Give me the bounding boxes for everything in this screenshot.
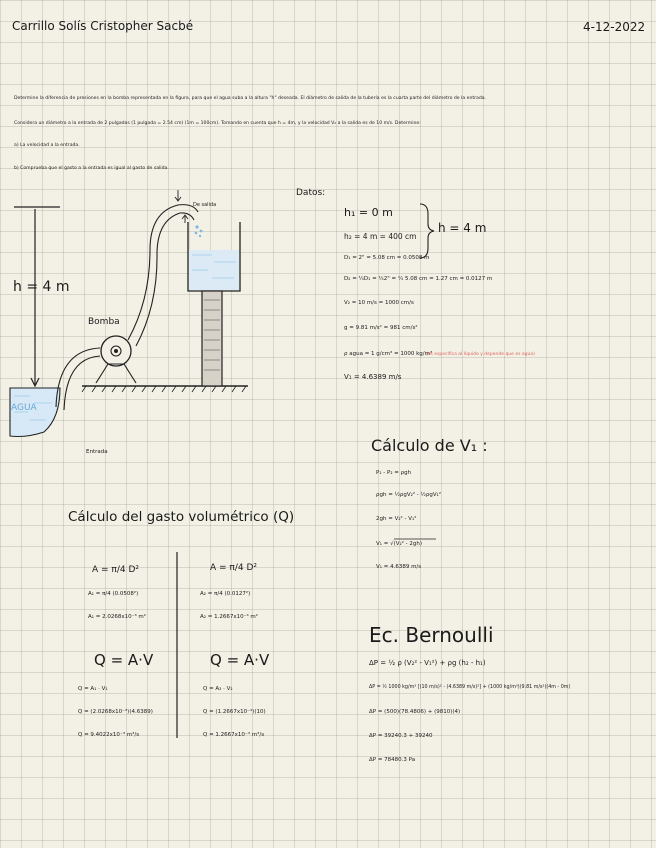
gasto-right-area-sub: A₂ = π/4 (0.0127²) — [200, 591, 251, 597]
exit-label: De salida — [193, 202, 217, 208]
gasto-right-q-1: Q = A₂ · V₂ — [203, 686, 233, 692]
gasto-right-q-formula: Q = A·V — [210, 651, 270, 669]
calc-v1-line-5: V₁ = 4.6389 m/s — [376, 564, 422, 570]
problem-item-a: a) La velocidad a la entrada. — [14, 143, 80, 148]
datos-d1: D₁ = 2" = 5.08 cm = 0.0508 m — [344, 255, 430, 261]
datos-rho-note: (es específica al líquido y depende que es agua) — [426, 352, 535, 357]
problem-line-1: Determine la diferencia de presiones en la bomba representada en la figura, para que el agua suba a la altura "h" deseada. El diámetro de salida de la tubería es la cuarta parte del diámetro de la entrada. — [14, 96, 487, 101]
datos-g: g = 9.81 m/s² = 981 cm/s² — [344, 325, 418, 331]
gasto-right-q-3: Q = 1.2667x10⁻³ m³/s — [203, 732, 265, 738]
gasto-left-q-2: Q = (2.0268x10⁻³)(4.6389) — [78, 709, 153, 715]
gasto-title: Cálculo del gasto volumétrico (Q) — [68, 509, 295, 525]
entry-label: Entrada — [86, 449, 108, 455]
gasto-left-q-1: Q = A₁ · V₁ — [78, 686, 108, 692]
calc-v1-line-4: V₁ = √(V₂² - 2gh) — [376, 541, 422, 547]
bernoulli-line-5: ΔP = 78480.3 Pa — [369, 757, 416, 763]
tank-stand — [202, 291, 222, 386]
datos-rho: ρ agua = 1 g/cm³ = 1000 kg/m³ — [344, 351, 433, 357]
pump-label: Bomba — [88, 317, 120, 327]
bernoulli-line-4: ΔP = 39240.3 + 39240 — [369, 733, 433, 739]
problem-line-2: Considera un diámetro a la entrada de 2 pulgadas (1 pulgada = 2.54 cm) (1m = 100cm). Tomando en cuenta que h = 4m, y la velocidad V₂ a la salida es de 10 m/s. Determine: — [14, 121, 421, 126]
calc-v1-line-2: ρgh = ½ρgV₂² - ½ρgV₁² — [376, 492, 442, 498]
datos-h1: h₁ = 0 m — [344, 206, 393, 219]
gasto-right-area-result: A₂ = 1.2667x10⁻⁴ m² — [200, 614, 258, 620]
gasto-left-area-sub: A₁ = π/4 (0.0508²) — [88, 591, 139, 597]
pump-base — [96, 364, 136, 383]
water-stream — [195, 225, 203, 237]
gasto-left-q-3: Q = 9.4022x10⁻³ m³/s — [78, 732, 140, 738]
gasto-left-area-result: A₁ = 2.0268x10⁻³ m² — [88, 614, 146, 620]
student-name: Carrillo Solís Cristopher Sacbé — [12, 19, 194, 33]
water-label: AGUA — [11, 403, 37, 413]
date: 4-12-2022 — [583, 20, 646, 34]
gasto-right-q-2: Q = (1.2667x10⁻⁴)(10) — [203, 709, 266, 715]
bernoulli-title: Ec. Bernoulli — [369, 623, 494, 647]
datos-v1: V₁ = 4.6389 m/s — [344, 373, 402, 381]
datos-v2: V₂ = 10 m/s = 1000 cm/s — [344, 300, 414, 306]
bernoulli-line-3: ΔP = (500)(78.4806) + (9810)(4) — [369, 709, 461, 715]
bernoulli-line-2: ΔP = ½ 1000 kg/m³ [(10 m/s)² - (4.6389 m/s)²] + (1000 kg/m³)(9.81 m/s²)(4m - 0m) — [369, 685, 571, 690]
datos-title: Datos: — [296, 188, 326, 198]
datos-h-total: h = 4 m — [438, 221, 487, 235]
height-dimension — [14, 207, 60, 386]
gasto-left-area-formula: A = π/4 D² — [92, 565, 139, 575]
calc-v1-line-1: P₁ - P₂ = ρgh — [376, 470, 412, 476]
gasto-left-q-formula: Q = A·V — [94, 651, 154, 669]
h-label: h = 4 m — [13, 279, 70, 295]
calc-v1-line-3: 2gh = V₂² - V₁² — [376, 516, 417, 522]
datos-d2: D₂ = ¼D₁ = ¼2" = ¼ 5.08 cm = 1.27 cm = 0.0127 m — [344, 276, 493, 282]
h-brace — [420, 204, 434, 258]
datos-h2: h₂ = 4 m = 400 cm — [344, 232, 417, 241]
bernoulli-line-1: ΔP = ½ ρ (V₂² - V₁²) + ρg (h₂ - h₁) — [369, 659, 486, 667]
gasto-right-area-formula: A = π/4 D² — [210, 563, 257, 573]
problem-item-b: b) Comprueba que el gasto a la entrada es igual al gasto de salida. — [14, 166, 169, 171]
calc-v1-title: Cálculo de V₁ : — [371, 436, 488, 455]
